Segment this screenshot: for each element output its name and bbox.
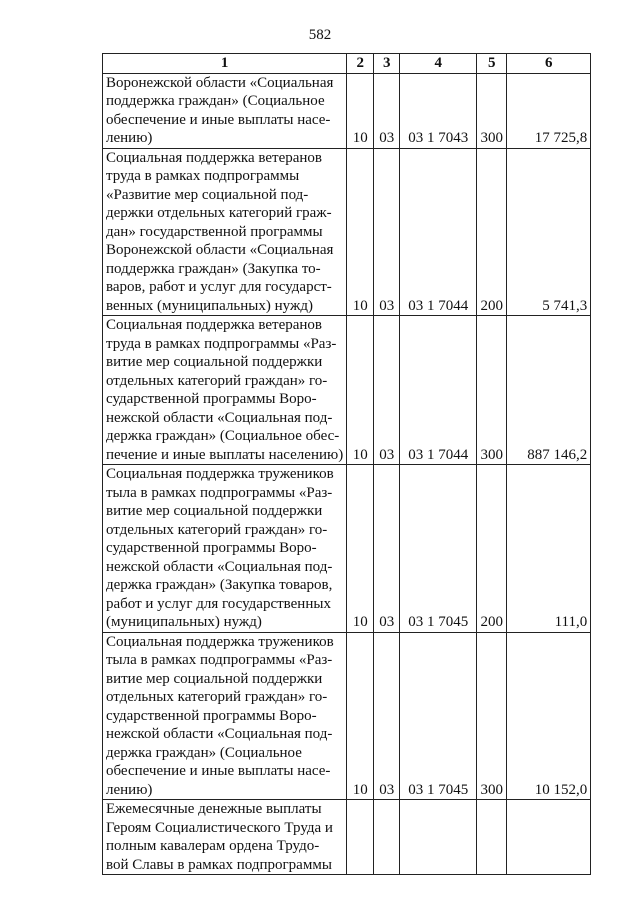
amount-value: 887 146,2 <box>507 316 591 465</box>
description-line: труда в рамках подпрограммы «Раз- <box>106 335 337 352</box>
expense-type-code: 200 <box>477 148 507 316</box>
description-line: Ежемесячные денежные выплаты <box>106 801 322 817</box>
row-description <box>103 316 347 465</box>
description-line: работ и услуг для государственных <box>106 595 331 612</box>
description-line: Героям Социалистического Труда и <box>106 819 333 836</box>
amount-value <box>507 800 591 875</box>
description-line: Социальная поддержка тружеников <box>106 466 334 482</box>
target-article-code: 03 1 7045 <box>400 465 477 633</box>
description-line: нежской области «Социальная под- <box>106 726 333 742</box>
page-number: 582 <box>308 27 332 43</box>
column-header: 5 <box>477 54 507 74</box>
section-code: 10 <box>347 73 374 148</box>
description-line: отдельных категорий граждан» го- <box>106 689 328 705</box>
column-header: 6 <box>507 54 591 74</box>
description-line: витие мер социальной поддержки <box>106 354 323 370</box>
subsection-code <box>374 800 400 875</box>
description-line: печение и иные выплаты населению) <box>106 446 344 463</box>
expense-type-code <box>477 800 507 875</box>
expense-type-code: 300 <box>477 73 507 148</box>
row-description <box>103 632 347 800</box>
description-line: витие мер социальной поддержки <box>106 670 323 687</box>
description-line: держка граждан» (Социальное <box>106 744 302 761</box>
section-code: 10 <box>347 316 374 465</box>
table-row <box>103 800 591 875</box>
section-code: 10 <box>347 148 374 316</box>
subsection-code: 03 <box>374 465 400 633</box>
row-description <box>103 465 347 633</box>
description-line: обеспечение и иные выплаты насе- <box>106 763 331 779</box>
subsection-code: 03 <box>374 73 400 148</box>
table-row <box>103 632 591 800</box>
description-line: Воронежской области «Социальная <box>106 74 334 91</box>
section-code: 10 <box>347 632 374 800</box>
description-line: венных (муниципальных) нужд) <box>106 297 313 314</box>
row-description <box>103 148 347 316</box>
target-article-code: 03 1 7044 <box>400 316 477 465</box>
description-line: поддержка граждан» (Закупка то- <box>106 260 321 277</box>
description-line: «Развитие мер социальной под- <box>106 186 309 203</box>
column-header: 1 <box>103 54 347 74</box>
table-row <box>103 148 591 316</box>
description-line: тыла в рамках подпрограммы «Раз- <box>106 484 333 501</box>
row-description <box>103 800 347 875</box>
description-line: поддержка граждан» (Социальное <box>106 93 325 109</box>
description-line: Социальная поддержка ветеранов <box>106 149 322 166</box>
description-line: Социальная поддержка тружеников <box>106 633 334 650</box>
description-line: вой Славы в рамках подпрограммы <box>106 856 332 873</box>
section-code <box>347 800 374 875</box>
amount-value: 10 152,0 <box>507 632 591 800</box>
expense-type-code: 300 <box>477 316 507 465</box>
description-line: обеспечение и иные выплаты насе- <box>106 111 331 128</box>
description-line: держки отдельных категорий граж- <box>106 205 332 221</box>
description-line: варов, работ и услуг для государст- <box>106 279 332 295</box>
table-row <box>103 465 591 633</box>
section-code: 10 <box>347 465 374 633</box>
description-line: держка граждан» (Закупка товаров, <box>106 577 333 593</box>
target-article-code: 03 1 7043 <box>400 73 477 148</box>
expense-type-code: 300 <box>477 632 507 800</box>
amount-value: 17 725,8 <box>507 73 591 148</box>
subsection-code: 03 <box>374 148 400 316</box>
column-header: 3 <box>374 54 400 74</box>
description-line: Воронежской области «Социальная <box>106 242 334 258</box>
description-line: отдельных категорий граждан» го- <box>106 521 328 538</box>
description-line: лению) <box>106 130 153 146</box>
target-article-code <box>400 800 477 875</box>
column-header: 2 <box>347 54 374 74</box>
expense-type-code: 200 <box>477 465 507 633</box>
table-row <box>103 73 591 148</box>
amount-value: 111,0 <box>507 465 591 633</box>
description-line: сударственной программы Воро- <box>106 540 317 556</box>
subsection-code: 03 <box>374 632 400 800</box>
subsection-code: 03 <box>374 316 400 465</box>
description-line: лению) <box>106 781 153 798</box>
description-line: (муниципальных) нужд) <box>106 614 262 630</box>
description-line: нежской области «Социальная под- <box>106 558 333 575</box>
amount-value: 5 741,3 <box>507 148 591 316</box>
description-line: витие мер социальной поддержки <box>106 503 323 519</box>
description-line: отдельных категорий граждан» го- <box>106 372 328 389</box>
description-line: держка граждан» (Социальное обес- <box>106 428 340 444</box>
description-line: тыла в рамках подпрограммы «Раз- <box>106 652 333 668</box>
column-header: 4 <box>400 54 477 74</box>
target-article-code: 03 1 7045 <box>400 632 477 800</box>
header-row <box>103 54 591 74</box>
description-line: Социальная поддержка ветеранов <box>106 317 322 333</box>
table-row <box>103 316 591 465</box>
description-line: сударственной программы Воро- <box>106 391 317 407</box>
description-line: дан» государственной программы <box>106 223 323 240</box>
description-line: сударственной программы Воро- <box>106 707 317 724</box>
description-line: труда в рамках подпрограммы <box>106 168 300 184</box>
description-line: нежской области «Социальная под- <box>106 409 333 426</box>
description-line: полным кавалерам ордена Трудо- <box>106 838 320 854</box>
budget-table <box>102 53 591 875</box>
row-description <box>103 73 347 148</box>
target-article-code: 03 1 7044 <box>400 148 477 316</box>
